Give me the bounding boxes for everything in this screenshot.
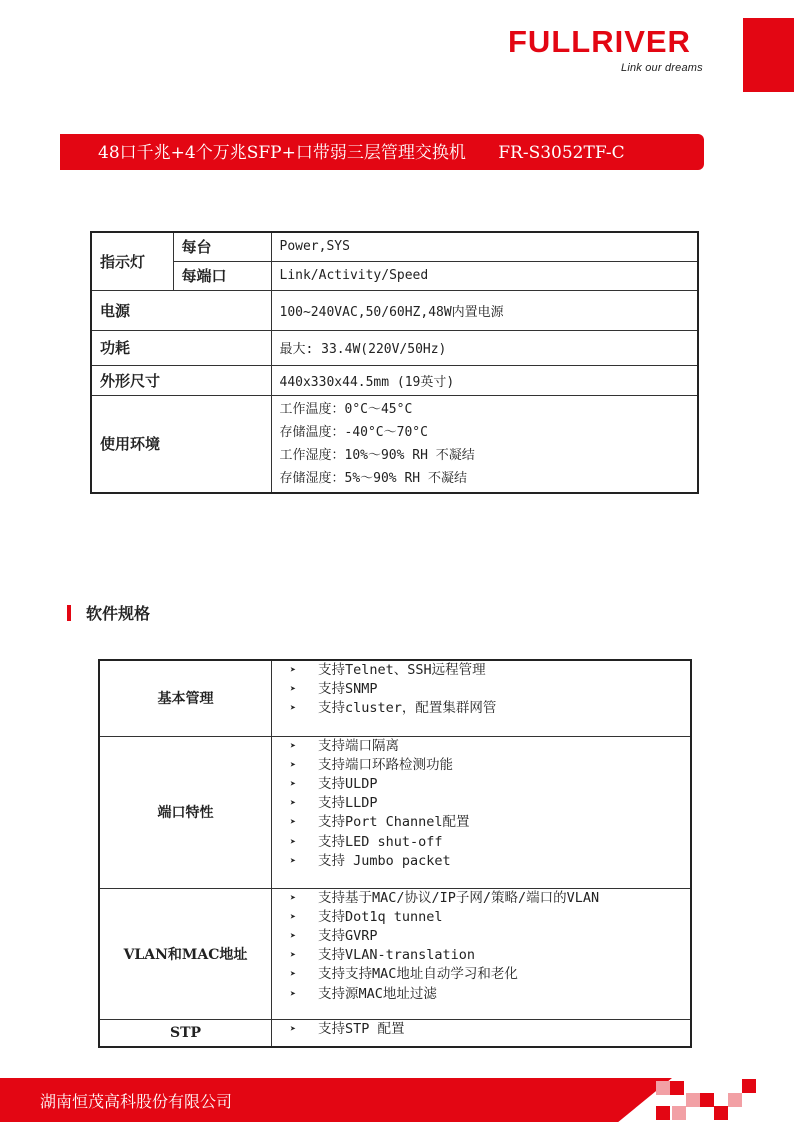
- chevron-right-icon: ➤: [290, 759, 297, 771]
- list-item: ➤ 支持STP 配置: [318, 1020, 690, 1039]
- indicator-per-unit-label: 每台: [173, 232, 271, 261]
- software-spec-table: [98, 659, 692, 1048]
- list-item: ➤ 支持VLAN-translation: [318, 946, 690, 965]
- chevron-right-icon: ➤: [290, 817, 297, 829]
- footer-company: 湖南恒茂高科股份有限公司: [40, 1092, 233, 1111]
- dimensions-label: 外形尺寸: [91, 365, 271, 395]
- list-item: ➤ 支持ULDP: [318, 775, 690, 794]
- list-item: ➤ 支持cluster，配置集群网管: [318, 699, 690, 718]
- dimensions-value: 440x330x44.5mm (19英寸): [271, 365, 698, 395]
- chevron-right-icon: ➤: [290, 969, 297, 981]
- pattern-square: [670, 1081, 684, 1095]
- chevron-right-icon: ➤: [290, 930, 297, 942]
- environment-value: [271, 395, 698, 493]
- consumption-label: 功耗: [91, 330, 271, 365]
- page-title: 48口千兆+4个万兆SFP+口带弱三层管理交换机 FR-S3052TF-C: [98, 143, 625, 163]
- list-item: ➤ 支持LED shut-off: [318, 833, 690, 852]
- indicator-per-unit-value: Power,SYS: [271, 232, 698, 261]
- list-item: ➤ 支持Port Channel配置: [318, 813, 690, 832]
- group-items: [272, 660, 692, 736]
- consumption-value: 最大: 33.4W(220V/50Hz): [271, 330, 698, 365]
- group-basic-management: 基本管理: [99, 660, 272, 736]
- list-item: ➤ 支持基于MAC/协议/IP子网/策略/端口的VLAN: [318, 889, 690, 908]
- chevron-right-icon: ➤: [290, 740, 297, 752]
- hardware-spec-table: [90, 231, 699, 494]
- power-value: 100~240VAC,50/60HZ,48W内置电源: [271, 290, 698, 330]
- indicator-label: 指示灯: [91, 232, 173, 290]
- chevron-right-icon: ➤: [290, 911, 297, 923]
- chevron-right-icon: ➤: [290, 703, 297, 715]
- chevron-right-icon: ➤: [290, 665, 297, 676]
- list-item: ➤ 支持Telnet、SSH远程管理: [318, 661, 690, 680]
- brand-tagline: Link our dreams: [621, 62, 703, 74]
- group-items: [272, 888, 692, 1019]
- list-item: ➤ 支持源MAC地址过滤: [318, 985, 690, 1004]
- power-label: 电源: [91, 290, 271, 330]
- section-marker: [67, 605, 71, 621]
- group-port-features: 端口特性: [99, 736, 272, 888]
- storage-temperature: 存储温度：-40°C～70°C: [279, 424, 428, 440]
- environment-label: 使用环境: [91, 395, 271, 493]
- list-item: ➤ 支持LLDP: [318, 794, 690, 813]
- brand-logo: FULLRIVER: [508, 24, 691, 59]
- chevron-right-icon: ➤: [290, 684, 297, 696]
- list-item: ➤ 支持Dot1q tunnel: [318, 908, 690, 927]
- list-item: ➤ 支持端口隔离: [318, 737, 690, 756]
- chevron-right-icon: ➤: [290, 988, 297, 1000]
- pattern-square: [742, 1079, 756, 1093]
- operating-temperature: 工作温度：0°C～45°C: [279, 401, 413, 417]
- list-item: ➤ 支持端口环路检测功能: [318, 756, 690, 775]
- group-vlan-mac: VLAN和MAC地址: [99, 888, 272, 1019]
- group-stp: STP: [99, 1019, 272, 1047]
- logo-accent-block: [743, 18, 794, 92]
- software-section-title: 软件规格: [86, 604, 151, 623]
- storage-humidity: 存储湿度：5%～90% RH 不凝结: [279, 470, 467, 486]
- indicator-per-port-label: 每端口: [173, 261, 271, 290]
- list-item: ➤ 支持GVRP: [318, 927, 690, 946]
- list-item: ➤ 支持支持MAC地址自动学习和老化: [318, 965, 690, 984]
- pattern-square: [656, 1081, 670, 1095]
- chevron-right-icon: ➤: [290, 950, 297, 962]
- chevron-right-icon: ➤: [290, 836, 297, 848]
- operating-humidity: 工作湿度：10%～90% RH 不凝结: [279, 447, 475, 463]
- list-item: ➤ 支持 Jumbo packet: [318, 852, 690, 871]
- pattern-square: [672, 1106, 686, 1120]
- chevron-right-icon: ➤: [290, 892, 297, 904]
- pattern-square: [728, 1093, 742, 1107]
- pattern-square: [714, 1106, 728, 1120]
- chevron-right-icon: ➤: [290, 798, 297, 810]
- pattern-square: [686, 1093, 700, 1107]
- group-items: [272, 736, 692, 888]
- chevron-right-icon: ➤: [290, 855, 297, 867]
- pattern-square: [656, 1106, 670, 1120]
- list-item: ➤ 支持SNMP: [318, 680, 690, 699]
- indicator-per-port-value: Link/Activity/Speed: [271, 261, 698, 290]
- chevron-right-icon: ➤: [290, 778, 297, 790]
- group-items: [272, 1019, 692, 1047]
- pattern-square: [700, 1093, 714, 1107]
- chevron-right-icon: ➤: [290, 1023, 297, 1035]
